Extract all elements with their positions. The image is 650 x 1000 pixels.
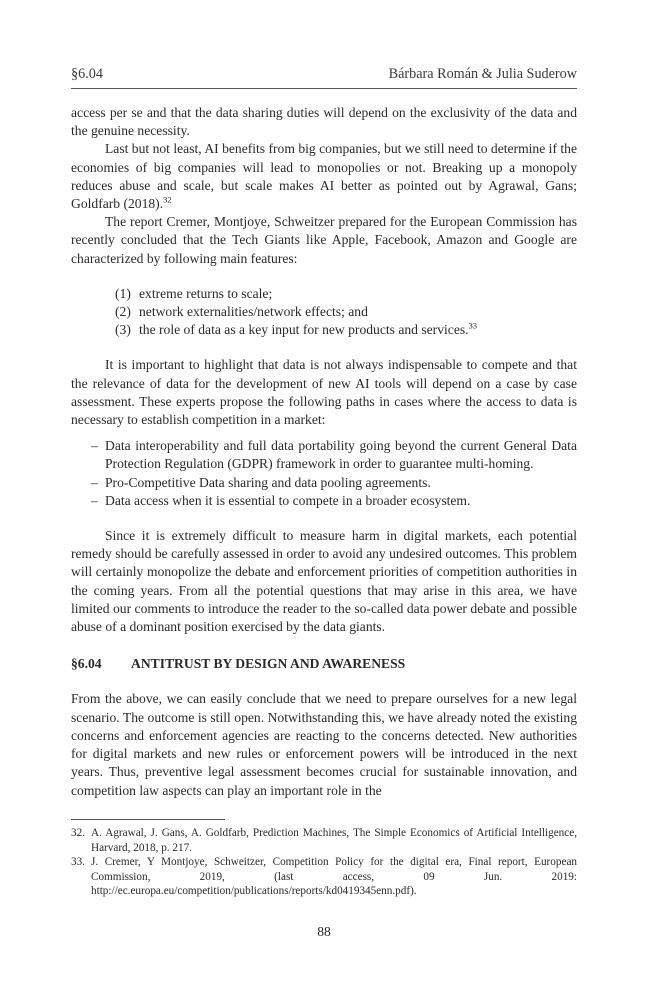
section-number: §6.04 bbox=[71, 656, 102, 672]
footnotes bbox=[71, 826, 577, 899]
paragraph-legal-scenario: From the above, we can easily conclude that we need to prepare ourselves for a new legal scenario. The outcome is still open. Notwithstanding this, we have already noted the existing concerns and enforcement agencies are reacting to the concerns detected. New authorities for digital markets and new rules or enforcement powers will be introduced in the next years. Thus, preventive legal assessment becomes crucial for sustainable innovation, and competition law aspects can play an important role in the bbox=[71, 691, 577, 798]
header-rule bbox=[71, 88, 577, 89]
list-item bbox=[91, 492, 577, 510]
dash-bullet: – bbox=[91, 438, 98, 454]
list-text: network externalities/network effects; and bbox=[139, 304, 368, 320]
list-text: Pro-Competitive Data sharing and data pooling agreements. bbox=[105, 474, 431, 490]
footnote-number: 33. bbox=[71, 856, 85, 869]
header-section-ref: §6.04 bbox=[71, 66, 103, 82]
header-authors: Bárbara Román & Julia Suderow bbox=[388, 66, 577, 82]
running-header bbox=[71, 66, 577, 83]
list-text: Data access when it is essential to compete in a broader ecosystem. bbox=[105, 492, 471, 508]
list-item bbox=[115, 303, 577, 321]
paragraph-economies-of-scale bbox=[71, 140, 577, 213]
footnote-33 bbox=[71, 855, 577, 899]
paths-list bbox=[71, 437, 577, 510]
list-text: Data interoperability and full data portability going beyond the current General Data Protection Regulation (GDPR) framework in order to guarantee multi-homing. bbox=[105, 438, 577, 472]
section-title: ANTITRUST BY DESIGN AND AWARENESS bbox=[131, 656, 406, 672]
footnote-32 bbox=[71, 826, 577, 855]
list-text: extreme returns to scale; bbox=[139, 285, 273, 301]
dash-bullet: – bbox=[91, 474, 98, 490]
footnote-text: A. Agrawal, J. Gans, A. Goldfarb, Prediction Machines, The Simple Economics of Artificial Intelligence, Harvard, 2018, p. 217. bbox=[91, 827, 577, 854]
features-list bbox=[71, 285, 577, 340]
list-number: (1) bbox=[115, 285, 131, 301]
list-item bbox=[91, 437, 577, 473]
footnote-rule bbox=[71, 819, 225, 820]
page-number: 88 bbox=[317, 924, 331, 939]
footnote-text: J. Cremer, Y Montjoye, Schweitzer, Competition Policy for the digital era, Final report, European Commission, 2019, (last access, 09 Jun. 2019: http://ec.europa.eu/competition/publications/reports/kd0419345enn.pdf). bbox=[91, 856, 577, 898]
list-number: (2) bbox=[115, 304, 131, 320]
list-text bbox=[139, 321, 477, 339]
body-text bbox=[71, 104, 577, 800]
list-item bbox=[91, 474, 577, 492]
section-heading bbox=[71, 655, 577, 673]
footnote-ref-32[interactable]: 32 bbox=[163, 194, 172, 205]
paragraph-data-relevance: It is important to highlight that data is not always indispensable to compete and that the relevance of data for the development of new AI tools will depend on a case by case assessment. These experts propose the following paths in cases where the access to data is necessary to establish competition in a market: bbox=[71, 357, 577, 428]
footnote-ref-33[interactable]: 33 bbox=[468, 320, 478, 331]
list-text-content: the role of data as a key input for new products and services. bbox=[139, 322, 469, 338]
list-item bbox=[115, 321, 577, 339]
dash-bullet: – bbox=[91, 492, 98, 508]
paragraph-continuation: access per se and that the data sharing duties will depend on the exclusivity of the data and the genuine necessity. bbox=[71, 105, 577, 139]
paragraph-measuring-harm: Since it is extremely difficult to measure harm in digital markets, each potential remedy should be carefully assessed in order to avoid any undesired outcomes. This problem will certainly monopolize the debate and enforcement priorities of competition authorities in the coming years. From all the potential questions that may arise in this area, we have limited our comments to introduce the reader to the so-called data power debate and possible abuse of a dominant position exercised by the data giants. bbox=[71, 528, 577, 635]
list-item bbox=[115, 285, 577, 303]
paragraph-text: Last but not least, AI benefits from big companies, but we still need to determine if the economies of big companies will lead to monopolies or not. Breaking up a monopoly reduces abuse and scale, but scale makes AI better as pointed out by Agrawal, Gans; Goldfarb (2018). bbox=[71, 141, 577, 212]
footnote-number: 32. bbox=[71, 827, 85, 839]
paragraph-cremer-report: The report Cremer, Montjoye, Schweitzer prepared for the European Commission has recently concluded that the Tech Giants like Apple, Facebook, Amazon and Google are characterized by following main features: bbox=[71, 214, 577, 266]
list-number: (3) bbox=[115, 322, 131, 338]
